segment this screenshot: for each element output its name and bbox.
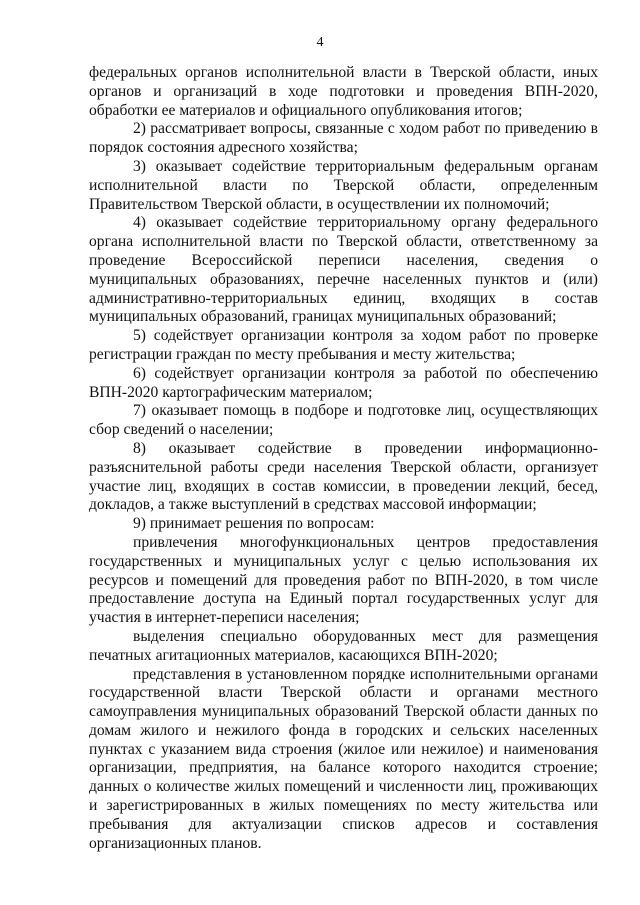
- paragraph-item-9: 9) принимает решения по вопросам:: [133, 515, 375, 533]
- paragraph-subitem-mfc: привлечения многофункциональных центров предоставления государственных и муниципальных услуг с целью использования их ресурсов и помещений для проведения работ по ВПН-2020, в том числе предоставление доступа на Единый портал государственных услуг для участия в интернет-переписи населения;: [89, 533, 598, 627]
- paragraph-subitem-data: представления в установленном порядке исполнительными органами государственной власти Тверской области и органами местного самоуправления муниципальных образований Тверской области данных по домам жилого и нежилого фонда в городских и сельских населенных пунктах с указанием вида строения (жилое или нежилое) и наименования организации, предприятия, на балансе которого находится строение; данных о количестве жилых помещений и численности лиц, проживающих и зарегистрированных в жилых помещениях по месту жительства или пребывания для актуализации списков адресов и составления организационных планов.: [89, 665, 598, 852]
- paragraph-continuation: федеральных органов исполнительной власти в Тверской области, иных органов и организаций в ходе подготовки и проведения ВПН-2020, обработки ее материалов и официального опубликования итогов;: [89, 64, 598, 119]
- page-number: 4: [316, 35, 324, 50]
- paragraph-item-5: 5) содействует организации контроля за ходом работ по проверке регистрации граждан по месту пребывания и месту жительства;: [89, 327, 598, 363]
- paragraph-item-4: 4) оказывает содействие территориальному органу федерального органа исполнительной власти по Тверской области, ответственному за проведение Всероссийской переписи населения, сведения о муниципальных образованиях, перечне населенных пунктов и (или) административно-территориальных единиц, входящих в состав муниципальных образований, границах муниципальных образований;: [89, 214, 598, 326]
- paragraph-item-3: 3) оказывает содействие территориальным федеральным органам исполнительной власти по Тверской области, определенным Правительством Тверской области, в осуществлении их полномочий;: [89, 157, 598, 213]
- paragraph-item-8: 8) оказывает содействие в проведении информационно-разъяснительной работы среди населения Тверской области, организует участие лиц, входящих в состав комиссии, в проведении лекций, бесед, докладов, а также выступлений в средствах массовой информации;: [89, 439, 598, 514]
- document-body: [89, 64, 598, 853]
- paragraph-item-2: 2) рассматривает вопросы, связанные с ходом работ по приведению в порядок состояния адресного хозяйства;: [89, 120, 598, 157]
- paragraph-item-6: 6) содействует организации контроля за работой по обеспечению ВПН-2020 картографическим материалом;: [89, 364, 598, 401]
- paragraph-subitem-places: выделения специально оборудованных мест для размещения печатных агитационных материалов, касающихся ВПН-2020;: [89, 627, 598, 664]
- paragraph-item-7: 7) оказывает помощь в подборе и подготовке лиц, осуществляющих сбор сведений о населении;: [89, 402, 598, 439]
